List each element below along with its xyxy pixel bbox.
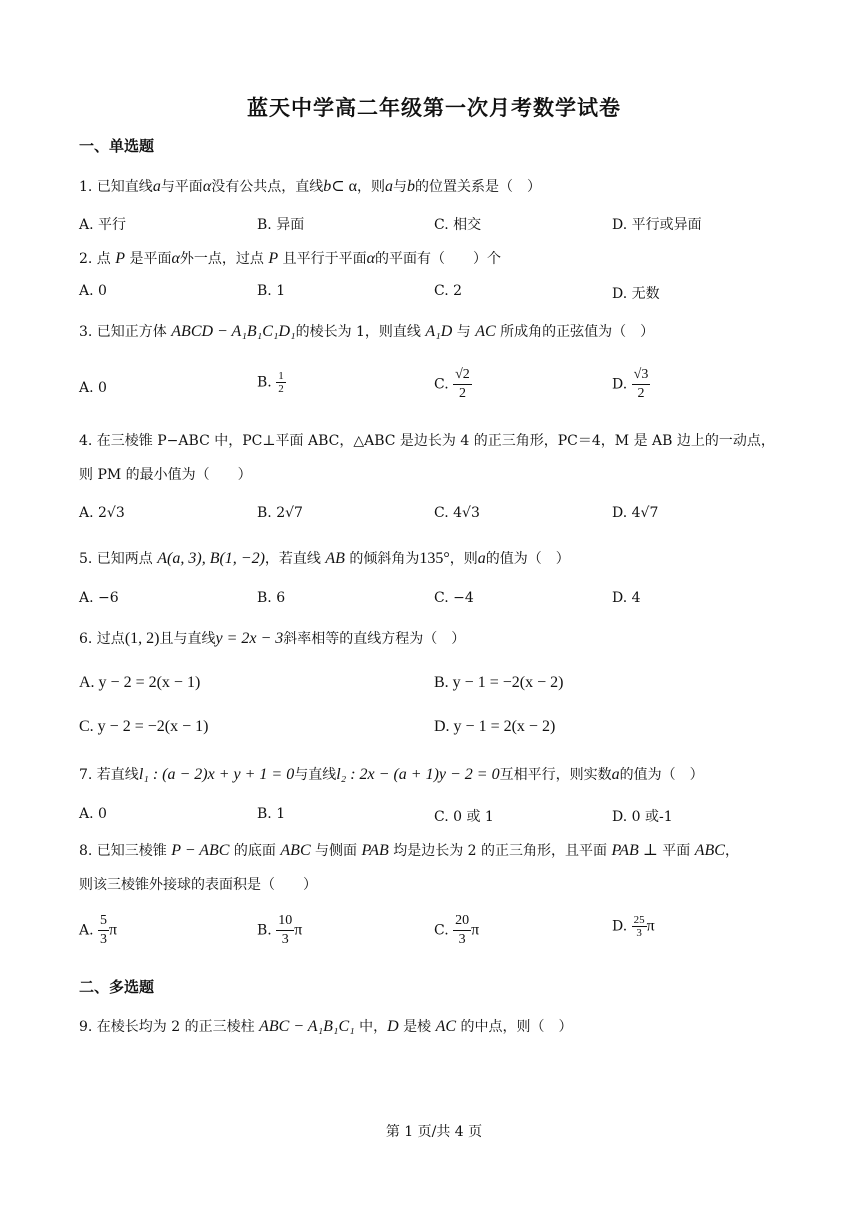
q2-option-d: D. 无数 — [612, 286, 660, 302]
question-3: 3. 已知正方体 ABCD − A₁B₁C₁D₁的棱长为 1，则直线 A₁D 与 AC 所成角的正弦值为（ ） — [79, 323, 655, 340]
q3-option-d: D. $\frac{√3}{2}$ — [612, 367, 649, 401]
q3-option-a: A. 0 — [79, 380, 107, 396]
q2-option-a: A. 0 — [79, 283, 107, 299]
question-4-line-1: 4. 在三棱锥 P−ABC 中，PC⊥平面 ABC，△ABC 是边长为 4 的正三角形，PC＝4，M 是 AB 边上的一动点， — [79, 433, 775, 449]
q6-option-b: B. y − 1 = −2(x − 2) — [434, 674, 564, 691]
q5-option-d: D. 4 — [612, 590, 641, 606]
q4-option-c: C. 4√3 — [434, 505, 480, 521]
q2-option-b: B. 1 — [257, 283, 286, 299]
fraction-sqrt2-over-2: $\frac{√2}{2}$ — [455, 367, 470, 401]
q8-option-c: C. $\frac{20}{3}$ π — [434, 913, 480, 947]
q1-option-d: D. 平行或异面 — [612, 217, 702, 233]
q4-option-b: B. 2√7 — [257, 505, 303, 521]
q7-option-c: C. 0 或 1 — [434, 809, 494, 825]
q5-option-a: A. −6 — [79, 590, 119, 606]
question-2: 2. 点 P 是平面α外一点，过点 P 且平行于平面α的平面有（ ）个 — [79, 250, 501, 267]
q5-option-c: C. −4 — [434, 590, 474, 606]
q4-option-d: D. 4√7 — [612, 505, 659, 521]
question-8-line-2: 则该三棱锥外接球的表面积是（ ） — [79, 877, 317, 893]
q5-option-b: B. 6 — [257, 590, 286, 606]
q1-option-b: B. 异面 — [257, 217, 305, 233]
question-number: 1. — [79, 179, 93, 195]
q2-option-c: C. 2 — [434, 283, 463, 299]
q8-option-d: D. $\frac{25}{3}$ π — [612, 914, 655, 939]
q3-option-b: B. $\frac{1}{2}$ — [257, 370, 284, 395]
section-heading-single-choice: 一、单选题 — [79, 137, 155, 155]
question-8-line-1: 8. 已知三棱锥 P − ABC 的底面 ABC 与侧面 PAB 均是边长为 2 的正三角形，且平面 PAB ⊥ 平面 ABC， — [79, 842, 739, 859]
page-footer: 第 1 页/共 4 页 — [385, 1124, 483, 1140]
page-title: 蓝天中学高二年级第一次月考数学试卷 — [247, 95, 621, 120]
question-1: 1. 已知直线a与平面α没有公共点，直线b⊂ α，则a与b的位置关系是（ ） — [79, 178, 542, 195]
q7-option-b: B. 1 — [257, 806, 286, 822]
q1-option-c: C. 相交 — [434, 217, 482, 233]
q1-option-a: A. 平行 — [79, 217, 127, 233]
question-9: 9. 在棱长均为 2 的正三棱柱 ABC − A₁B₁C₁ 中，D 是棱 AC 的中点，则（ ） — [79, 1018, 573, 1035]
q6-option-a: A. y − 2 = 2(x − 1) — [79, 674, 201, 691]
q6-option-d: D. y − 1 = 2(x − 2) — [434, 718, 556, 735]
q7-option-d: D. 0 或-1 — [612, 809, 673, 825]
question-4-line-2: 则 PM 的最小值为（ ） — [79, 467, 252, 483]
fraction-one-half: $\frac{1}{2}$ — [278, 370, 284, 395]
q7-option-a: A. 0 — [79, 806, 107, 822]
question-7: 7. 若直线l₁ : (a − 2)x + y + 1 = 0与直线l₂ : 2x − (a + 1)y − 2 = 0互相平行，则实数a的值为（ ） — [79, 766, 704, 783]
question-6: 6. 过点(1, 2)且与直线y = 2x − 3斜率相等的直线方程为（ ） — [79, 630, 466, 647]
q8-option-a: A. $\frac{5}{3}$ π — [79, 913, 118, 947]
q6-option-c: C. y − 2 = −2(x − 1) — [79, 718, 209, 735]
fraction-sqrt3-over-2: $\frac{√3}{2}$ — [633, 367, 649, 401]
section-heading-multiple-choice: 二、多选题 — [79, 978, 155, 996]
q3-option-c: C. $\frac{√2}{2}$ — [434, 367, 470, 401]
q4-option-a: A. 2√3 — [79, 505, 125, 521]
question-5: 5. 已知两点 A(a, 3), B(1, −2)，若直线 AB 的倾斜角为135°，则a的值为（ ） — [79, 550, 570, 567]
q8-option-b: B. $\frac{10}{3}$ π — [257, 913, 303, 947]
